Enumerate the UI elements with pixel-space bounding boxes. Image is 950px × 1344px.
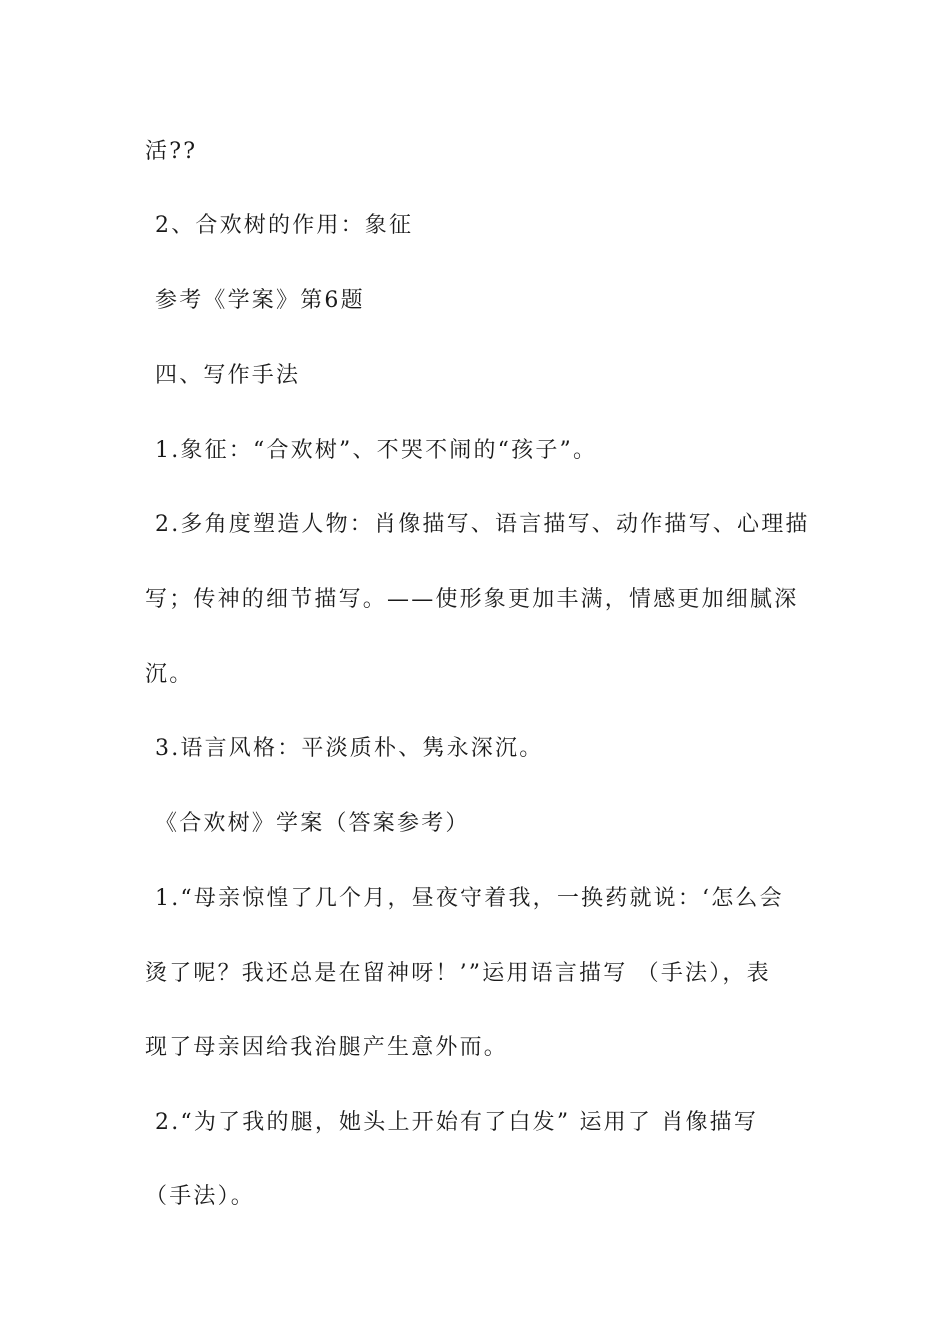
text-line-item-2: 2、合欢树的作用：象征 — [155, 213, 414, 238]
text-line-characterization-cont: 写；传神的细节描写。——使形象更加丰满，情感更加细腻深 — [145, 587, 799, 612]
section-heading-answer-key: 《合欢树》学案（答案参考） — [155, 811, 470, 836]
text-line-answer-2-end: （手法）。 — [145, 1184, 256, 1209]
text-line-language-style: 3.语言风格：平淡质朴、隽永深沉。 — [155, 736, 544, 761]
text-line-characterization: 2.多角度塑造人物：肖像描写、语言描写、动作描写、心理描 — [155, 512, 810, 537]
text-line-characterization-end: 沉。 — [145, 662, 194, 687]
text-line-answer-1-cont: 烫了呢？我还总是在留神呀！’”运用语言描写 （手法），表 — [145, 961, 771, 986]
text-line-reference: 参考《学案》第6题 — [155, 288, 365, 313]
text-line-answer-1-end: 现了母亲因给我治腿产生意外而。 — [145, 1035, 509, 1060]
text-line-answer-1: 1.“母亲惊惶了几个月，昼夜守着我，一换药就说：‘怎么会 — [155, 886, 784, 911]
section-heading-writing-techniques: 四、写作手法 — [155, 363, 301, 388]
text-line-symbolism: 1.象征：“合欢树”、不哭不闹的“孩子”。 — [155, 438, 598, 463]
text-line-answer-2: 2.“为了我的腿，她头上开始有了白发” 运用了 肖像描写 — [155, 1110, 759, 1135]
text-line-continuation: 活?? — [145, 139, 198, 164]
